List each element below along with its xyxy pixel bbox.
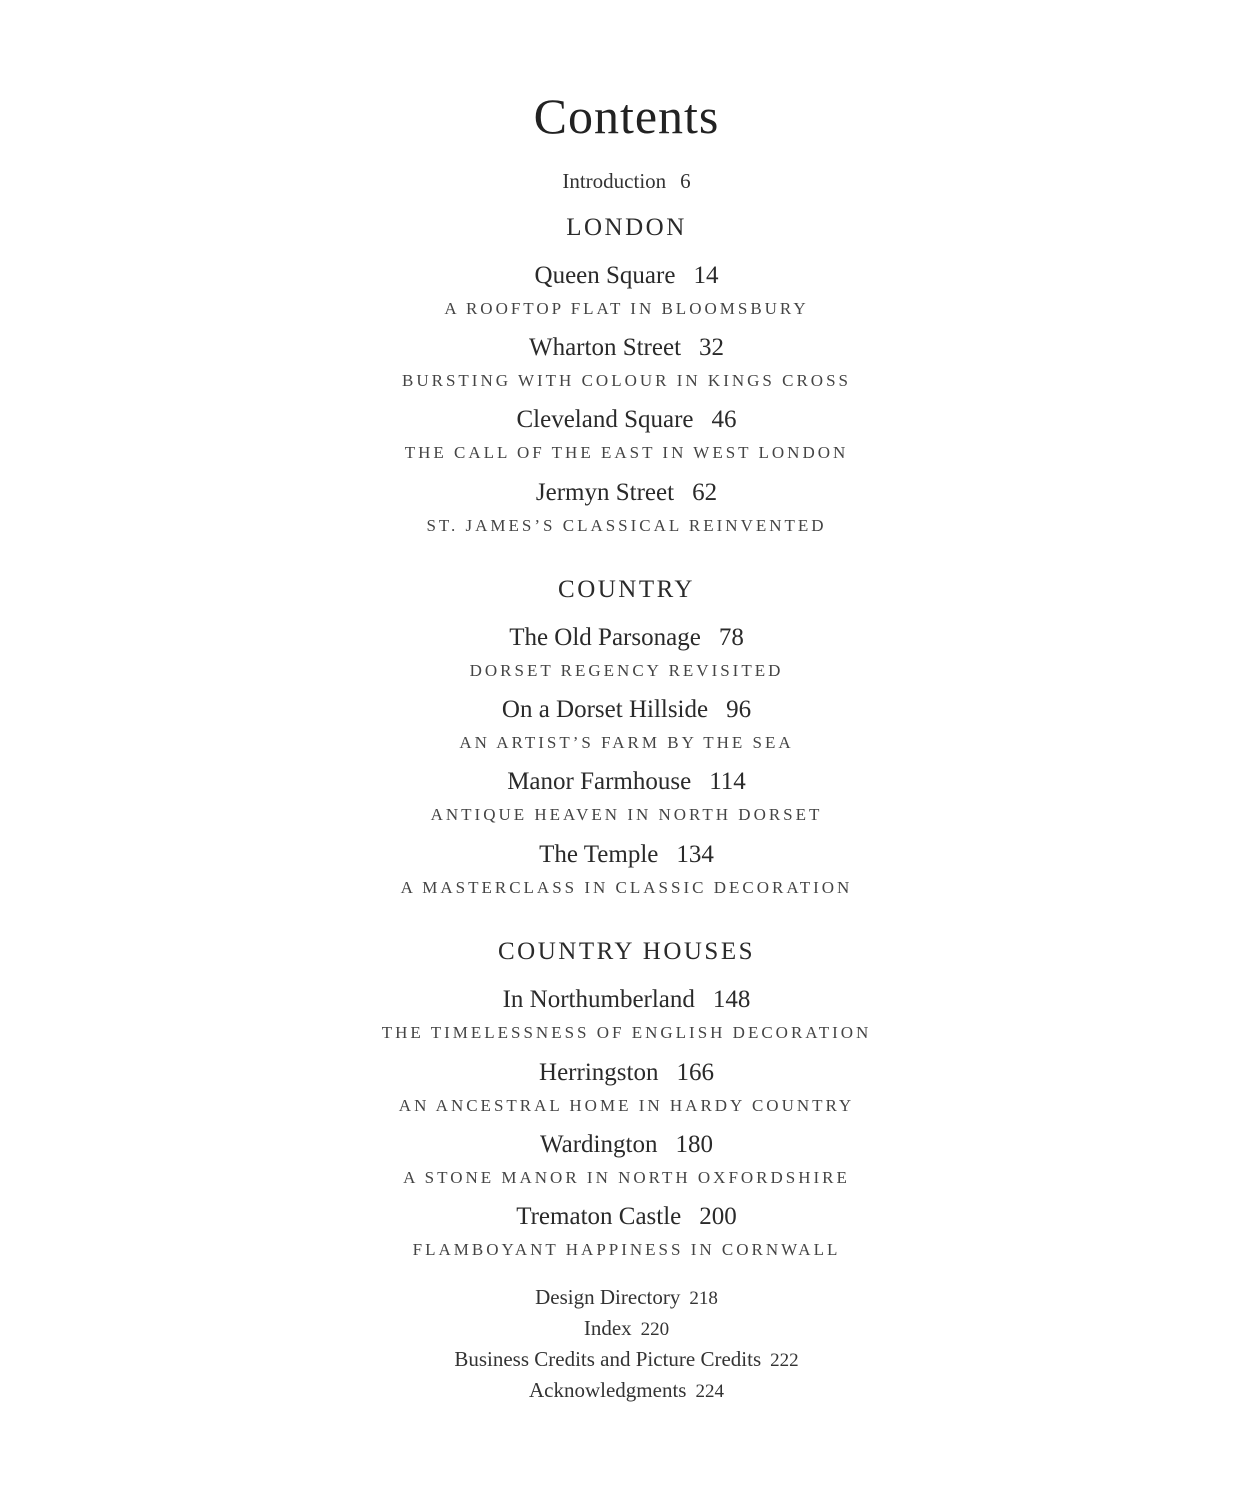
entry-page-number: 32	[699, 334, 725, 361]
entry-name: Jermyn Street	[535, 479, 675, 506]
toc-entry-subtitle: DORSET REGENCY REVISITED	[469, 661, 784, 680]
entry-page-number: 148	[712, 986, 751, 1013]
entry-page-number: 224	[695, 1381, 724, 1402]
back-matter-entry[interactable]	[0, 1345, 1253, 1375]
entry-page-number: 62	[692, 479, 718, 506]
section-heading-country-houses: COUNTRY HOUSES	[497, 938, 756, 965]
entry-name: Trematon Castle	[516, 1203, 682, 1230]
entry-name: Index	[583, 1316, 632, 1340]
entry-page-number: 218	[689, 1288, 718, 1309]
toc-entry-subtitle: AN ANCESTRAL HOME IN HARDY COUNTRY	[398, 1096, 855, 1115]
toc-entry-subtitle: AN ARTIST’S FARM BY THE SEA	[459, 733, 794, 752]
toc-entry-subtitle: A STONE MANOR IN NORTH OXFORDSHIRE	[403, 1168, 850, 1187]
back-matter-entry[interactable]	[0, 1314, 1253, 1344]
entry-name: In Northumberland	[502, 986, 695, 1013]
toc-entry-title[interactable]	[0, 332, 1253, 364]
toc-entry-subtitle: A MASTERCLASS IN CLASSIC DECORATION	[400, 878, 853, 897]
toc-entry-subtitle: FLAMBOYANT HAPPINESS IN CORNWALL	[412, 1240, 841, 1259]
intro-page-number: 6	[680, 169, 691, 193]
toc-entry-subtitle: ANTIQUE HEAVEN IN NORTH DORSET	[430, 805, 823, 824]
entry-page-number: 222	[770, 1350, 799, 1371]
entry-name: Herringston	[539, 1059, 659, 1086]
toc-entry-title[interactable]	[0, 1057, 1253, 1089]
entry-page-number: 14	[693, 262, 719, 289]
entry-name: Business Credits and Picture Credits	[454, 1347, 762, 1371]
toc-entry-title[interactable]	[0, 1129, 1253, 1161]
toc-entry-subtitle: A ROOFTOP FLAT IN BLOOMSBURY	[444, 299, 809, 318]
toc-entry-title[interactable]	[0, 984, 1253, 1016]
entry-name: Acknowledgments	[529, 1378, 687, 1402]
back-matter-entry[interactable]	[0, 1283, 1253, 1313]
entry-page-number: 200	[699, 1203, 737, 1230]
entry-name: Cleveland Square	[516, 406, 694, 433]
entry-page-number: 46	[711, 406, 737, 433]
toc-entry-subtitle: THE CALL OF THE EAST IN WEST LONDON	[404, 443, 849, 462]
toc-entry-title[interactable]	[0, 404, 1253, 436]
entry-name: Wardington	[540, 1131, 658, 1158]
back-matter-entry[interactable]	[0, 1376, 1253, 1406]
entry-page-number: 220	[640, 1319, 670, 1340]
intro-entry[interactable]	[0, 167, 1253, 195]
entry-name: The Temple	[539, 841, 659, 868]
page-title: Contents	[533, 88, 720, 144]
toc-entry-title[interactable]	[0, 622, 1253, 654]
toc-entry-title[interactable]	[0, 839, 1253, 871]
intro-label: Introduction	[562, 169, 667, 193]
entry-name: The Old Parsonage	[509, 624, 701, 651]
section-heading-country: COUNTRY	[558, 576, 695, 603]
section-heading-london: LONDON	[566, 214, 687, 241]
toc-entry-title[interactable]	[0, 694, 1253, 726]
toc-entry-title[interactable]	[0, 477, 1253, 509]
entry-name: Design Directory	[535, 1285, 681, 1309]
toc-entry-subtitle: ST. JAMES’S CLASSICAL REINVENTED	[426, 516, 827, 535]
entry-name: Queen Square	[534, 262, 676, 289]
entry-page-number: 96	[726, 696, 752, 723]
entry-page-number: 114	[709, 768, 746, 795]
entry-name: Wharton Street	[528, 334, 682, 361]
entry-page-number: 166	[676, 1059, 714, 1086]
entry-page-number: 180	[675, 1131, 713, 1158]
entry-page-number: 78	[718, 624, 744, 651]
entry-name: Manor Farmhouse	[507, 768, 692, 795]
toc-entry-subtitle: BURSTING WITH COLOUR IN KINGS CROSS	[402, 371, 851, 390]
toc-entry-title[interactable]	[0, 766, 1253, 798]
entry-name: On a Dorset Hillside	[501, 696, 709, 723]
toc-entry-subtitle: THE TIMELESSNESS OF ENGLISH DECORATION	[381, 1023, 872, 1042]
entry-page-number: 134	[676, 841, 714, 868]
toc-entry-title[interactable]	[0, 260, 1253, 292]
toc-entry-title[interactable]	[0, 1201, 1253, 1233]
